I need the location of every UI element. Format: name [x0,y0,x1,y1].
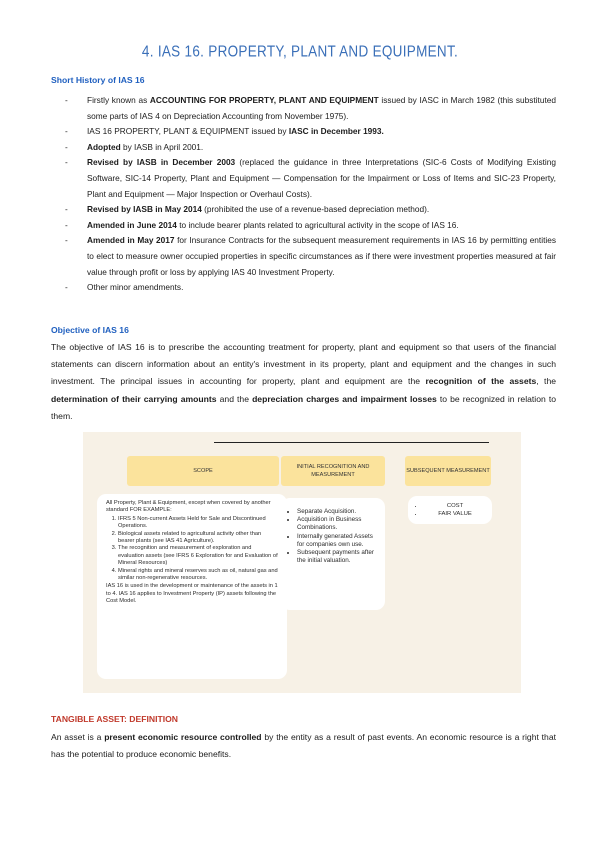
text-run: by IASB in April 2001. [120,141,204,152]
tangible-heading: TANGIBLE ASSET: DEFINITION [51,714,178,724]
short-history-heading: Short History of IAS 16 [51,75,145,85]
text-run: to be recognized in relation to them. [51,393,556,421]
history-item [51,202,556,218]
initial-item: • Internally generated Assets for companies own use. [297,533,379,549]
scope-intro: All Property, Plant & Equipment, except when covered by another standard FOR EXAMPLE: [106,500,271,514]
scope-outro: IAS 16 is used in the development or maintenance of the assets in 1 to 4. IAS 16 applies to Investment Property (IP) assets following the Cost Model. [106,583,278,605]
scope-item: 2. Biological assets related to agricultural activity other than bearer plants (see IAS 41 Agriculture). [118,531,278,546]
initial-item: • Acquisition in Business Combinations. [297,516,379,532]
history-item [51,155,556,202]
history-item [51,93,556,124]
bold-text: Revised by IASB in May 2014 [87,204,202,215]
bold-text: ACCOUNTING FOR PROPERTY, PLANT AND EQUIPMENT [149,95,379,105]
bold-text: present economic resource controlled [104,732,262,742]
history-item [51,124,556,140]
initial-list [287,508,379,565]
diagram-top-rule [214,442,489,443]
subsequent-measurement-box [408,496,492,524]
scope-item: 1. IFRS 5 Non-current Assets Held for Sale and Discontinued Operations. [118,516,278,531]
ias16-diagram [83,432,521,693]
initial-recognition-box [281,498,385,610]
scope-item: 3. The recognition and measurement of exploration and evaluation assets (see IFRS 6 Exploration for and Evaluation of Mineral Resources) [118,545,278,567]
history-item [51,280,556,296]
scope-box [97,494,287,679]
text-run: , the [536,376,557,387]
bold-text: Amended in May 2017 [87,235,175,246]
text-run: Firstly known as [87,95,150,105]
initial-item: • Subsequent payments after the initial valuation. [297,549,379,565]
tangible-paragraph [51,729,556,763]
text-run: (prohibited the use of a revenue-based depreciation method). [201,204,430,215]
objective-heading: Objective of IAS 16 [51,325,129,335]
initial-item: • Separate Acquisition. [297,508,379,516]
subsequent-item: • FAIR VALUE [424,510,486,518]
history-item [51,233,556,280]
text-run: and the [216,393,253,404]
bold-text: Amended in June 2014 [87,219,177,230]
text-run: Other minor amendments. [87,282,184,293]
scope-list [106,516,278,583]
bold-text: IASC in December 1993. [288,126,384,137]
bold-text: recognition of the assets [425,376,537,387]
initial-recognition-header: INITIAL RECOGNITION AND MEASUREMENT [281,456,385,486]
history-item [51,140,556,156]
text-run: The objective of IAS 16 is to prescribe the accounting treatment for property, plant and equipment so that users of the financial statements can discern information about an entity's investment in its property, plant and equipment and the changes in such investment. The principal issues in accounting for property, plant and equipment are the [51,342,556,387]
objective-paragraph [51,339,556,425]
scope-item: 4. Mineral rights and mineral reserves such as oil, natural gas and similar non-regenerative resources. [118,568,278,583]
history-item [51,218,556,234]
subsequent-item: • COST [424,502,486,510]
text-run: by the entity as a result of past events. An economic resource is a right that has the potential to produce economic benefits. [51,732,556,760]
page-title: 4. IAS 16. PROPERTY, PLANT AND EQUIPMENT. [141,42,459,61]
text-run: An asset is a [51,732,105,742]
history-list [51,93,556,296]
bold-text: Revised by IASB in December 2003 [87,157,236,168]
bold-text: depreciation charges and impairment losses [252,393,437,404]
bold-text: determination of their carrying amounts [51,393,217,404]
text-run: to include bearer plants related to agricultural activity in the scope of IAS 16. [176,219,459,230]
scope-header: SCOPE [127,456,279,486]
bold-text: Adopted [87,141,121,152]
subsequent-list [414,502,486,518]
subsequent-measurement-header: SUBSEQUENT MEASUREMENT [405,456,491,486]
text-run: issued by IASC in March 1982 (this substituted some parts of IAS 4 on Depreciation Accounting from November 1975). [87,95,556,121]
text-run: (replaced the guidance in three Interpretations (SIC-6 Costs of Modifying Existing Software, SIC-14 Property, Plant and Equipment — Compensation for the Impairment or Loss of Items and SIC-23 Property, Plant and Equipment — Major Inspection or Overhaul Costs). [87,157,556,199]
text-run: for Insurance Contracts for the subsequent measurement requirements in IAS 16 by permitting entities to elect to measure owner occupied properties in specific circumstances as if there were investment properties measured at fair value through profit or loss by applying IAS 40 Investment Property. [87,235,556,277]
text-run: IAS 16 PROPERTY, PLANT & EQUIPMENT issued by [87,126,289,137]
